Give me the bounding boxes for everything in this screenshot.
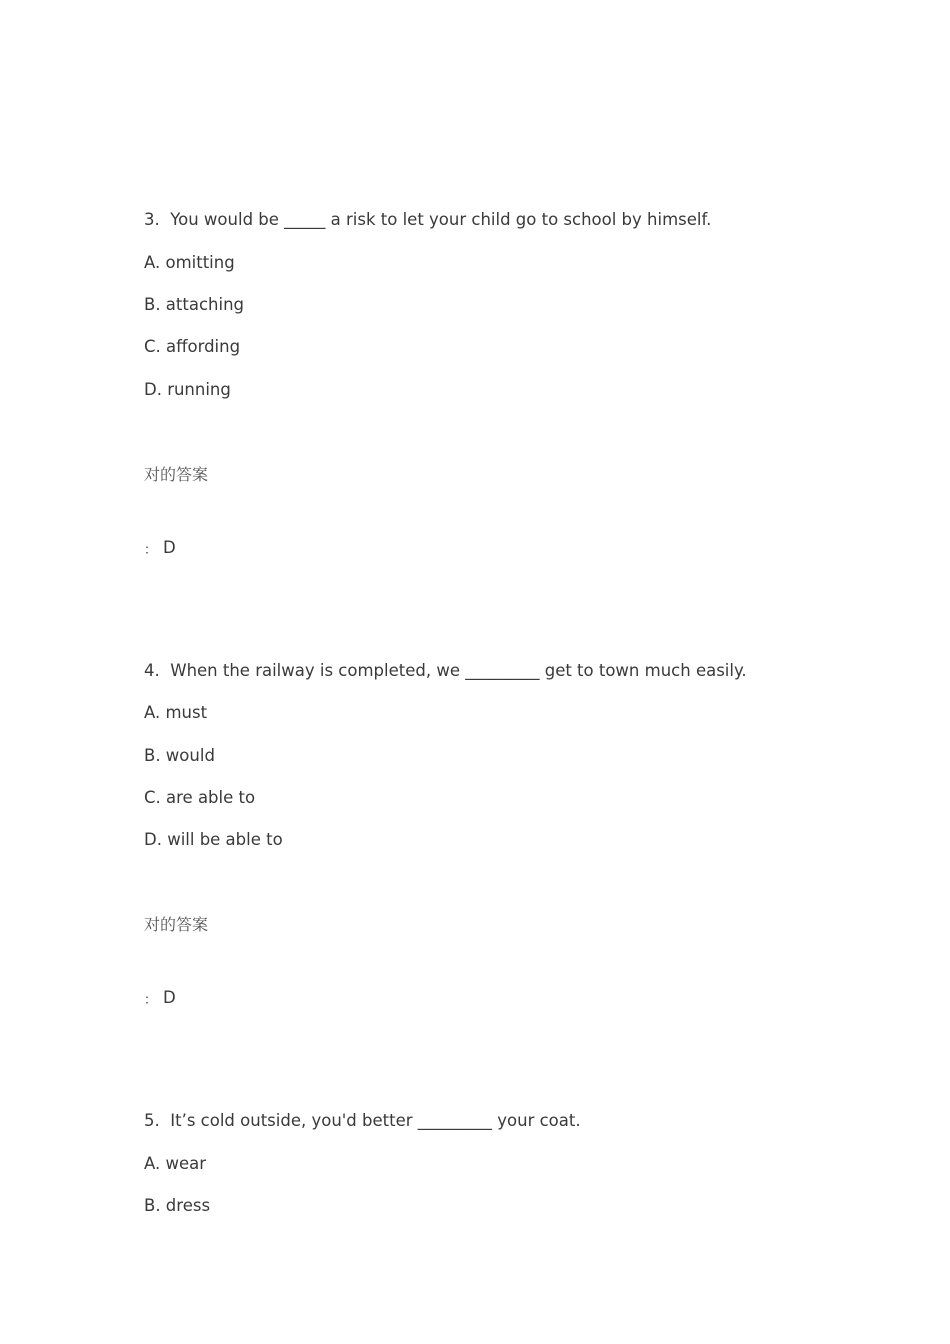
question-5-option-b: B. dress [144,1196,211,1215]
question-number: 3. [144,210,160,229]
question-4-option-a: A. must [144,703,208,722]
answer-colon: ： [144,993,158,1008]
question-3-option-c: C. affording [144,337,241,356]
question-text: When the railway is completed, we _________ get to town much easily. [170,661,747,680]
question-4-answer-label: 对的答案 [144,915,209,934]
question-3-answer-label: 对的答案 [144,465,209,484]
question-5-stem [144,1111,581,1131]
question-4-option-d: D. will be able to [144,830,283,849]
question-3-option-a: A. omitting [144,253,235,272]
question-text: It’s cold outside, you'd better _________ your coat. [170,1111,581,1130]
question-4-stem [144,661,747,681]
question-3-option-d: D. running [144,380,231,399]
question-5-option-a: A. wear [144,1154,207,1173]
question-4-option-b: B. would [144,746,215,765]
question-4-option-c: C. are able to [144,788,256,807]
question-3-answer [144,538,176,561]
answer-colon: ： [144,543,158,558]
question-number: 5. [144,1111,160,1130]
question-4-answer [144,988,176,1011]
answer-value: D [163,538,176,557]
question-3-option-b: B. attaching [144,295,245,314]
question-number: 4. [144,661,160,680]
question-3-stem [144,210,711,230]
answer-value: D [163,988,176,1007]
question-text: You would be _____ a risk to let your child go to school by himself. [170,210,712,229]
